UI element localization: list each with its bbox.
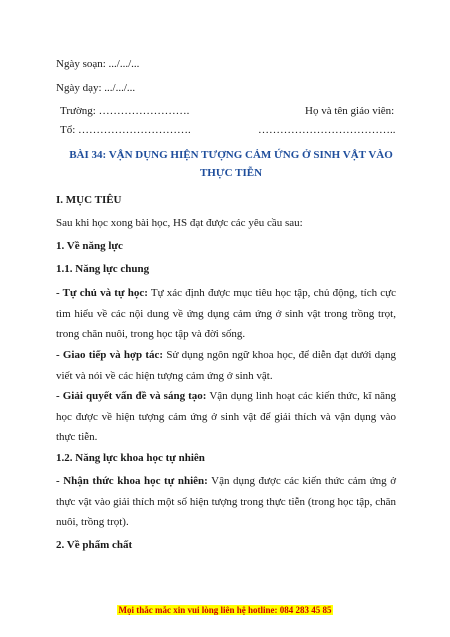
text-nhan-thuc: Vận dụng được các kiến thức cảm ứng ở thực vật vào giải thích một số hiện tượng trong thực tiễn (trong học tập, chăn nuôi, trồng trọt). bbox=[56, 475, 397, 528]
paragraph-nhan-thuc bbox=[56, 471, 396, 533]
paragraph-giao-tiep bbox=[56, 345, 396, 386]
paragraph-giai-quyet bbox=[56, 386, 396, 448]
label-giao-tiep: - Giao tiếp và hợp tác: bbox=[56, 349, 164, 361]
ngay-soan: Ngày soạn: .../.../... bbox=[56, 58, 140, 70]
lesson-title-line-2: THỰC TIỄN bbox=[199, 167, 263, 179]
text-tu-chu: Tự xác định được mục tiêu học tập, chủ động, tích cực tìm hiểu về các nội dung về ứng dụng cảm ứng ở sinh vật trong trồng trọt, trong chăn nuôi, trong học tập và đời sống. bbox=[56, 287, 397, 340]
label-giai-quyet: - Giải quyết vấn đề và sáng tạo: bbox=[56, 390, 207, 402]
ngay-day: Ngày dạy: .../.../... bbox=[56, 82, 136, 94]
subheading-nang-luc-khtn: 1.2. Năng lực khoa học tự nhiên bbox=[56, 452, 205, 464]
label-tu-chu: - Tự chủ và tự học: bbox=[56, 287, 148, 299]
paragraph-tu-chu bbox=[56, 283, 396, 345]
giao-vien-blank: ……………………………….. bbox=[258, 124, 396, 136]
truong-field: Trường: ……………………. bbox=[60, 105, 190, 117]
hotline-footer bbox=[0, 604, 450, 616]
subheading-pham-chat: 2. Về phẩm chất bbox=[56, 539, 133, 551]
subheading-nang-luc-chung: 1.1. Năng lực chung bbox=[56, 263, 150, 275]
text-giao-tiep: Sử dụng ngôn ngữ khoa học, để diễn đạt dưới dạng viết và nói về các hiện tượng cảm ứng ở sinh vật. bbox=[56, 349, 396, 382]
giao-vien-label: Họ và tên giáo viên: bbox=[305, 105, 395, 117]
text-giai-quyet: Vận dụng linh hoạt các kiến thức, kĩ năng học được về hiện tượng cảm ứng ở sinh vật để giải thích và vận dụng vào thực tiễn. bbox=[56, 390, 396, 443]
section-heading-muc-tieu: I. MỤC TIÊU bbox=[56, 194, 122, 206]
to-field: Tổ: …………………………. bbox=[60, 124, 191, 136]
lesson-title-line-1: BÀI 34: VẬN DỤNG HIỆN TƯỢNG CẢM ỨNG Ở SINH VẬT VÀO bbox=[69, 149, 393, 161]
intro-text: Sau khi học xong bài học, HS đạt được các yêu cầu sau: bbox=[56, 217, 303, 229]
label-nhan-thuc: - Nhận thức khoa học tự nhiên: bbox=[56, 475, 208, 487]
subheading-nang-luc: 1. Về năng lực bbox=[56, 240, 123, 252]
hotline-text: Mọi thắc mắc xin vui lòng liên hệ hotline: 084 283 45 85 bbox=[118, 605, 332, 615]
